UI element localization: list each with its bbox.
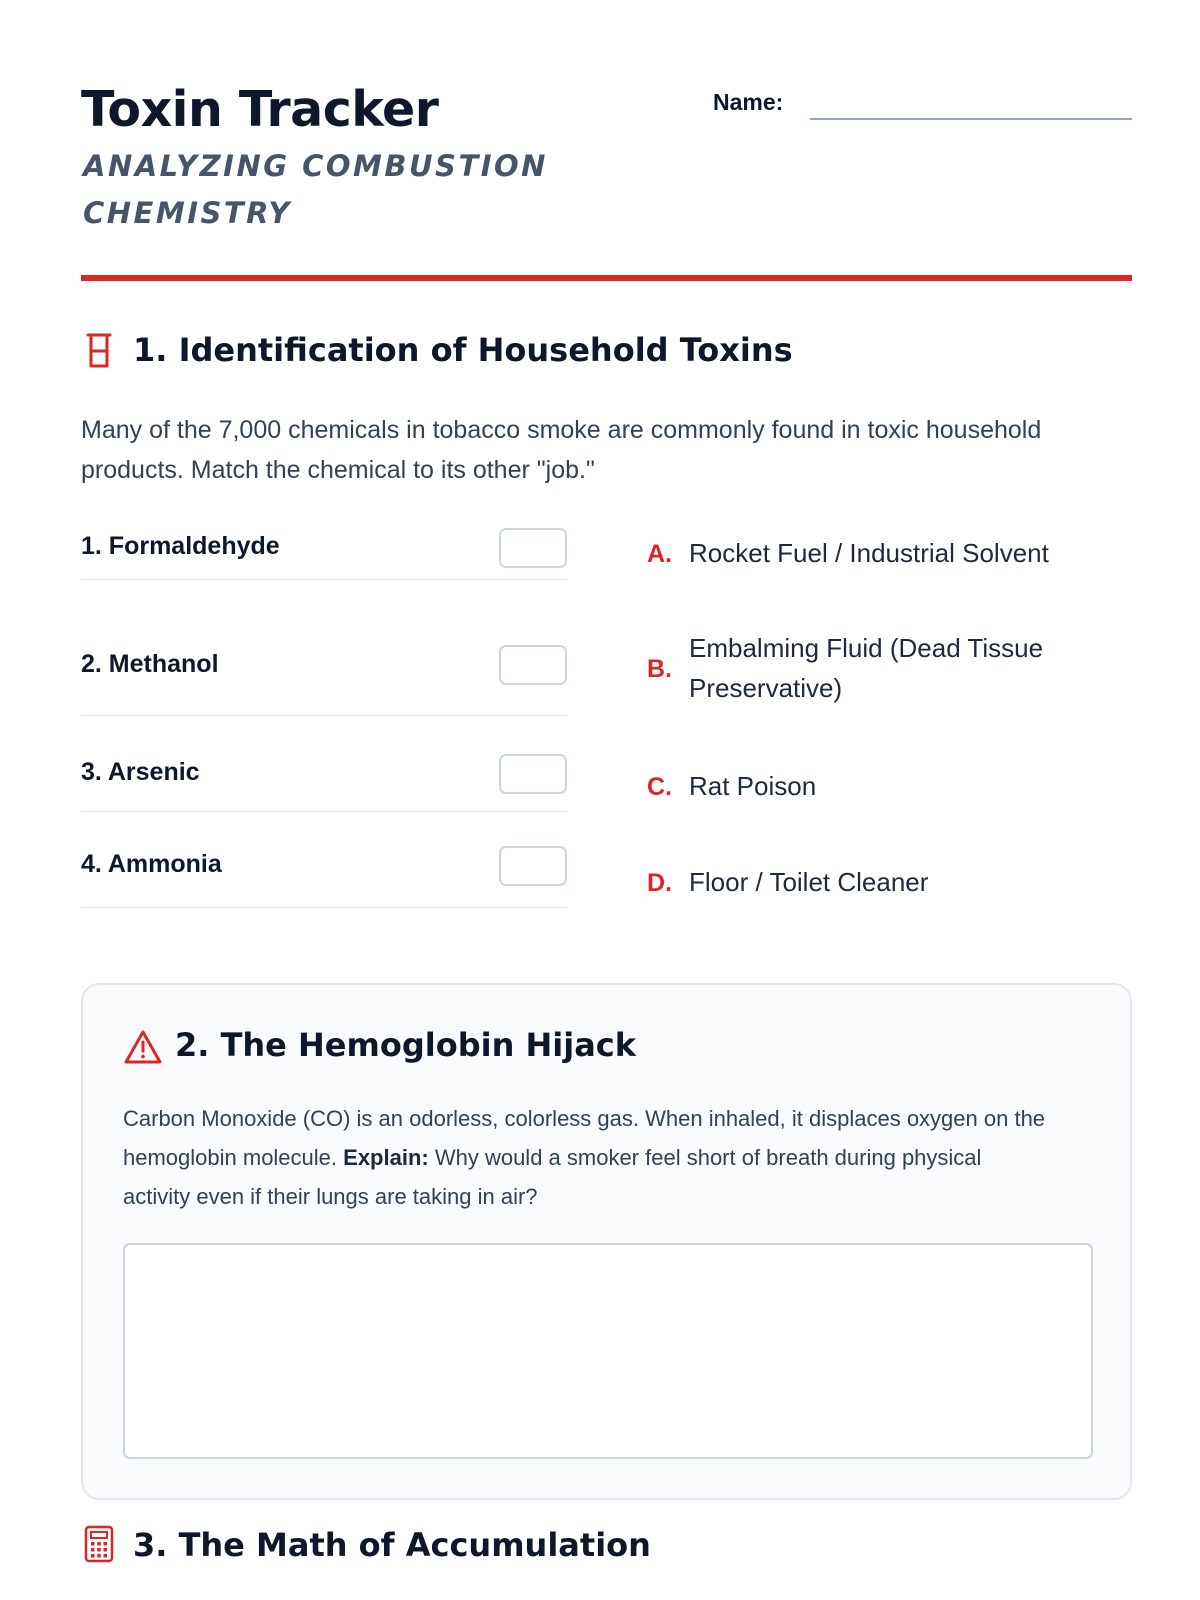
warning-triangle-icon — [123, 1029, 163, 1065]
worksheet-header — [81, 80, 1132, 280]
section-3-title: 3. The Math of Accumulation — [133, 1526, 651, 1564]
section-1-intro: Many of the 7,000 chemicals in tobacco smoke are commonly found in toxic household products. Match the chemical to its other "job." — [81, 416, 1042, 484]
chemical-label: 1. Formaldehyde — [81, 532, 280, 560]
calculator-icon — [84, 1525, 114, 1563]
option-text: Rat Poison — [689, 771, 817, 801]
name-label: Name: — [713, 89, 784, 115]
section-2-title: 2. The Hemoglobin Hijack — [175, 1026, 637, 1064]
option-letter: C. — [647, 773, 672, 801]
chemical-label: 3. Arsenic — [81, 758, 200, 786]
section-1-title: 1. Identification of Household Toxins — [133, 331, 793, 369]
beaker-icon — [85, 332, 113, 370]
answer-textarea[interactable] — [123, 1243, 1093, 1459]
answer-box-4[interactable] — [499, 846, 567, 886]
match-row-1 — [81, 520, 567, 580]
explain-label: Explain: — [343, 1145, 429, 1170]
header-divider — [81, 275, 1132, 281]
page-subtitle: ANALYZING COMBUSTION CHEMISTRY — [83, 149, 548, 230]
answer-box-3[interactable] — [499, 754, 567, 794]
section-2-prompt — [123, 1099, 1053, 1216]
name-input-line[interactable] — [810, 118, 1132, 120]
match-row-3 — [81, 716, 567, 812]
option-letter: A. — [647, 540, 672, 568]
match-row-2 — [81, 580, 567, 716]
chemical-label: 4. Ammonia — [81, 850, 222, 878]
hemoglobin-card — [81, 983, 1132, 1500]
option-text: Rocket Fuel / Industrial Solvent — [689, 538, 1049, 568]
option-text: Floor / Toilet Cleaner — [689, 867, 929, 897]
prompt-text-before: Carbon Monoxide (CO) is an odorless, colorless gas. When inhaled, it displaces oxygen on the hemoglobin molecule. — [123, 1106, 1046, 1170]
option-letter: B. — [647, 655, 672, 683]
option-letter: D. — [647, 869, 672, 897]
answer-box-2[interactable] — [499, 645, 567, 685]
chemical-label: 2. Methanol — [81, 650, 219, 678]
match-row-4 — [81, 812, 567, 908]
page-title: Toxin Tracker — [81, 81, 439, 138]
option-text: Embalming Fluid (Dead Tissue Preservative) — [689, 633, 1044, 703]
answer-box-1[interactable] — [499, 528, 567, 568]
prompt-text-after: Why would a smoker feel short of breath during physical activity even if their lungs are taking in air? — [123, 1145, 982, 1209]
